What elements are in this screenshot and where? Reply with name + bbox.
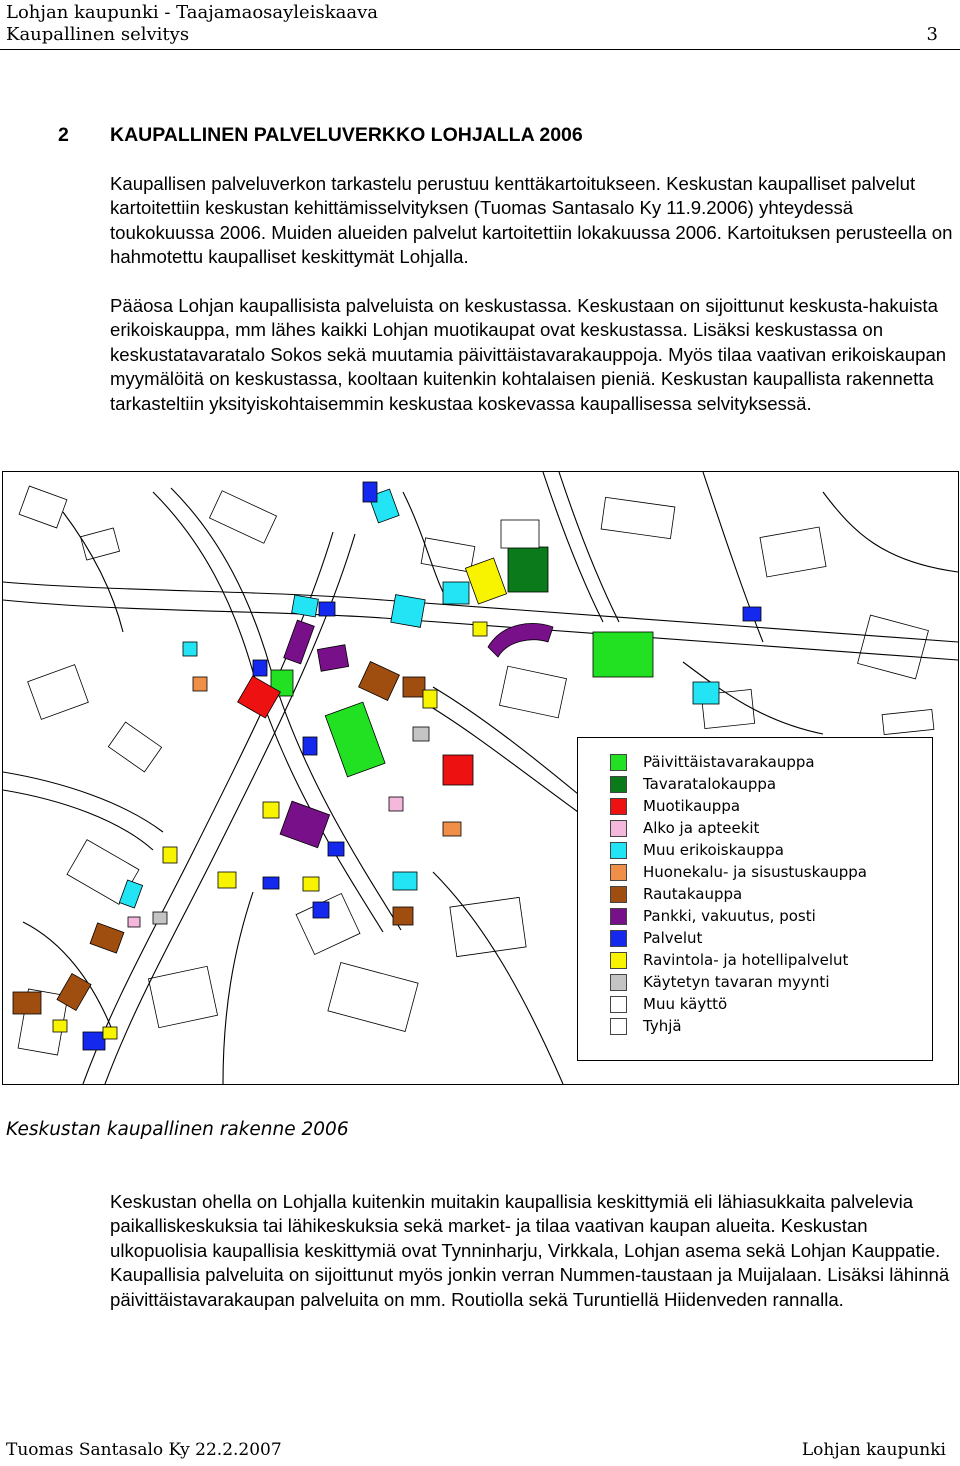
legend-label: Rautakauppa [643,885,743,903]
legend-swatch [610,864,627,881]
legend-item [610,839,784,861]
footer-left: Tuomas Santasalo Ky 22.2.2007 [6,1440,282,1460]
page-number: 3 [926,24,938,45]
legend-item [610,861,867,883]
legend-item [610,817,759,839]
commercial-structure-map [2,471,959,1085]
legend-label: Muu käyttö [643,995,728,1013]
legend-item [610,883,742,905]
legend-label: Palvelut [643,929,703,947]
map-caption: Keskustan kaupallinen rakenne 2006 [6,1119,349,1140]
legend-swatch [610,974,627,991]
section-number: 2 [58,124,69,146]
legend-label: Ravintola- ja hotellipalvelut [643,951,849,969]
legend-swatch [610,952,627,969]
legend-label: Käytetyn tavaran myynti [643,973,830,991]
legend-label: Päivittäistavarakauppa [643,753,815,771]
paragraph-1: Kaupallisen palveluverkon tarkastelu perustuu kenttäkartoitukseen. Keskustan kaupalliset palvelut kartoitettiin keskustan kehittämisselvityksen (Tuomas Santasalo Ky 11.9.2006) yhteydessä toukokuussa 2006. Muiden alueiden palvelut kartoitettiin lokakuussa 2006. Kartoituksen perusteella on hahmotettu kaupalliset keskittymät Lohjalla. [110,173,953,268]
legend-label: Tavaratalokauppa [643,775,777,793]
document-header-title: Lohjan kaupunki - Taajamaosayleiskaava [6,2,378,23]
legend-item [610,927,702,949]
legend-swatch [610,930,627,947]
legend-swatch [610,842,627,859]
legend-item [610,1015,682,1037]
section-title: KAUPALLINEN PALVELUVERKKO LOHJALLA 2006 [110,124,583,146]
legend-label: Muu erikoiskauppa [643,841,784,859]
legend-label: Tyhjä [643,1017,682,1035]
legend-swatch [610,908,627,925]
header-rule [0,49,960,50]
legend-swatch [610,754,627,771]
footer-right: Lohjan kaupunki [801,1440,946,1460]
legend-swatch [610,1018,627,1035]
legend-swatch [610,776,627,793]
document-header-subtitle: Kaupallinen selvitys [6,24,190,45]
paragraph-3: Keskustan ohella on Lohjalla kuitenkin muitakin kaupallisia keskittymiä eli lähiasukkaita palvelevia paikalliskeskuksia tai lähikeskuksia sekä market- ja tilaa vaativan kaupan alueita. Keskustan ulkopuolisia kaupallisia keskittymiä ovat Tynninharju, Virkkala, Lohjan asema sekä Lohjan Kauppatie. Kaupallisia palveluita on sijoittunut myös jonkin verran Nummen-taustaan ja Muijalaan. Lisäksi lähinnä päivittäistavarakaupan palveluita on mm. Routiolla sekä Turuntiellä Hiidenveden rannalla. [110,1191,950,1310]
legend-label: Muotikauppa [643,797,741,815]
paragraph-2: Pääosa Lohjan kaupallisista palveluista on keskustassa. Keskustaan on sijoittunut keskusta-hakuista erikoiskauppa, mm lähes kaikki Lohjan muotikaupat ovat keskustassa. Lisäksi keskustassa on keskustatavaratalo Sokos sekä muutamia päivittäistavarakauppoja. Myös tilaa vaativan erikoiskaupan myymälöitä on keskustassa, kooltaan kuitenkin kohtalaisen pieniä. Keskustan kaupallista rakennetta tarkasteltiin yksityiskohtaisemmin keskustaa koskevassa kaupallisessa selvityksessä. [110,295,947,414]
legend-item [610,971,829,993]
legend-label: Pankki, vakuutus, posti [643,907,816,925]
legend-label: Huonekalu- ja sisustuskauppa [643,863,867,881]
legend-item [610,949,848,971]
legend-item [610,773,776,795]
map-legend [577,737,933,1061]
legend-item [610,751,815,773]
legend-item [610,993,727,1015]
legend-item [610,905,816,927]
legend-item [610,795,740,817]
legend-swatch [610,996,627,1013]
legend-swatch [610,798,627,815]
legend-swatch [610,820,627,837]
legend-label: Alko ja apteekit [643,819,760,837]
legend-swatch [610,886,627,903]
